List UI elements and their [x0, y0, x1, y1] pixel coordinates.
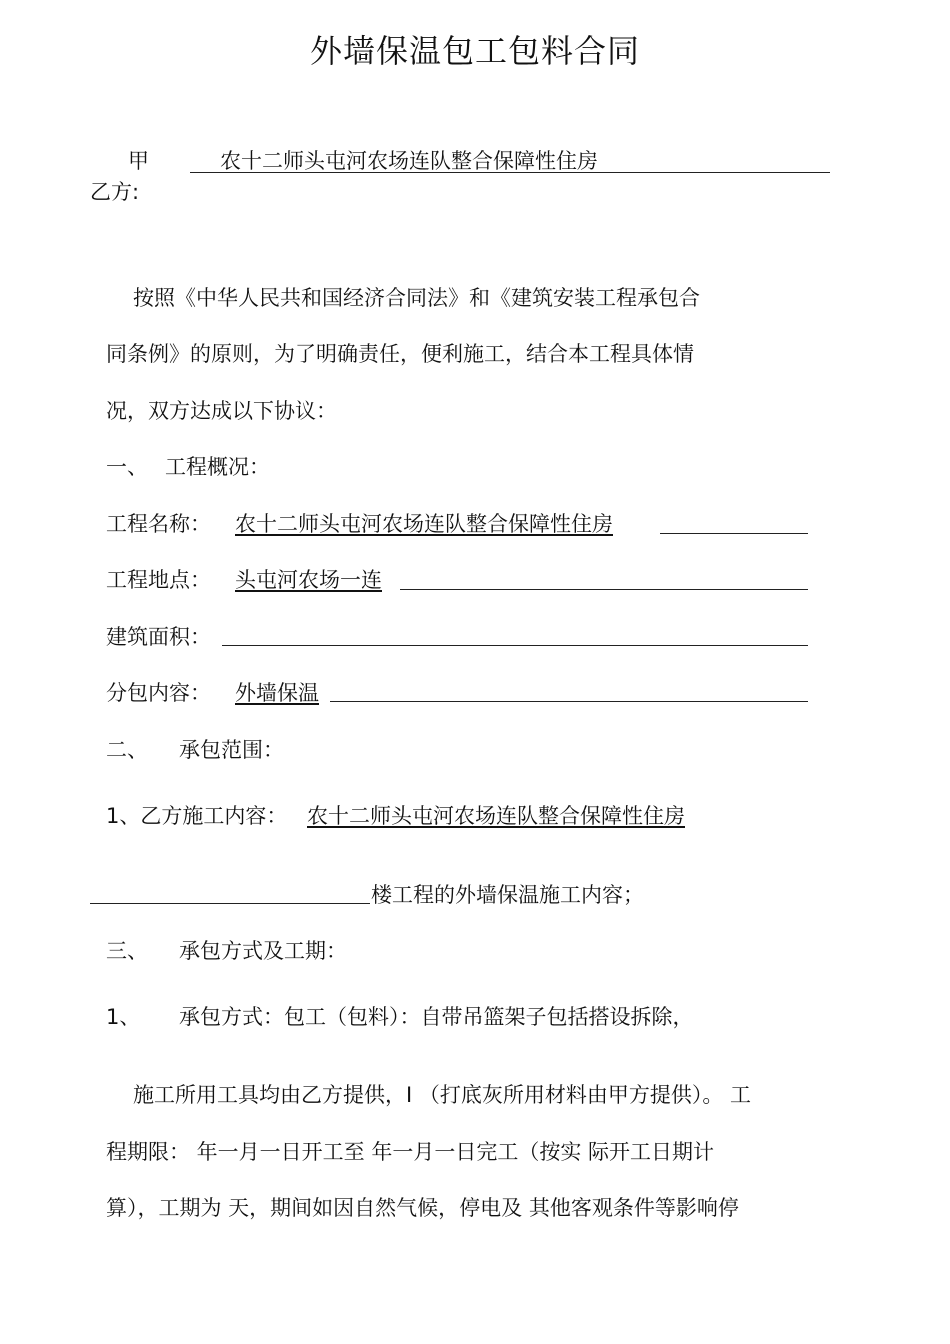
section3-number: 三、 [106, 939, 148, 963]
section1-number: 一、 [106, 455, 148, 479]
section2-blank-underline [90, 903, 370, 904]
intro-line-3: 况，双方达成以下协议： [106, 399, 337, 423]
section2-item1-value: 农十二师头屯河农场连队整合保障性住房 [307, 804, 685, 828]
intro-line-1: 按照《中华人民共和国经济合同法》和《建筑安装工程承包合 [133, 286, 700, 310]
section3-item1-text: 承包方式：包工（包料）：自带吊篮架子包括搭设拆除， [179, 1005, 694, 1029]
field-label-project-name: 工程名称： [106, 512, 211, 536]
party-a-value: 农十二师头屯河农场连队整合保障性住房 [220, 149, 598, 173]
field-underline-area [222, 645, 808, 646]
party-a-underline [190, 172, 830, 173]
section2-item1-label: 1、乙方施工内容： [106, 804, 288, 828]
party-b-label: 乙方: [90, 180, 140, 204]
party-a-label: 甲 [128, 149, 149, 173]
intro-line-2: 同条例》的原则，为了明确责任，便利施工，结合本工程具体情 [106, 342, 694, 366]
field-value-location: 头屯河农场一连 [235, 568, 382, 592]
section3-line-2: 程期限： 年一月一日开工至 年一月一日完工（按实 际开工日期计 [106, 1140, 715, 1164]
section2-number: 二、 [106, 738, 148, 762]
field-label-subcontract: 分包内容： [106, 681, 211, 705]
page-title: 外墙保温包工包料合同 [309, 32, 640, 70]
field-label-area: 建筑面积： [106, 625, 211, 649]
field-value-project-name: 农十二师头屯河农场连队整合保障性住房 [235, 512, 613, 536]
section2-heading: 承包范围： [179, 738, 284, 762]
section1-heading: 工程概况： [165, 455, 270, 479]
field-label-location: 工程地点： [106, 568, 211, 592]
field-underline-project-name [660, 533, 808, 534]
field-underline-location [400, 589, 808, 590]
section2-item1-suffix: 楼工程的外墙保温施工内容； [371, 883, 644, 907]
field-value-subcontract: 外墙保温 [235, 681, 319, 705]
section3-item1-number: 1、 [106, 1005, 141, 1029]
section3-line-3: 算），工期为 天，期间如因自然气候，停电及 其他客观条件等影响停 [106, 1196, 739, 1220]
section3-line-1: 施工所用工具均由乙方提供，I （打底灰所用材料由甲方提供）。 工 [133, 1083, 752, 1107]
section3-heading: 承包方式及工期： [179, 939, 347, 963]
field-underline-subcontract [330, 701, 808, 702]
